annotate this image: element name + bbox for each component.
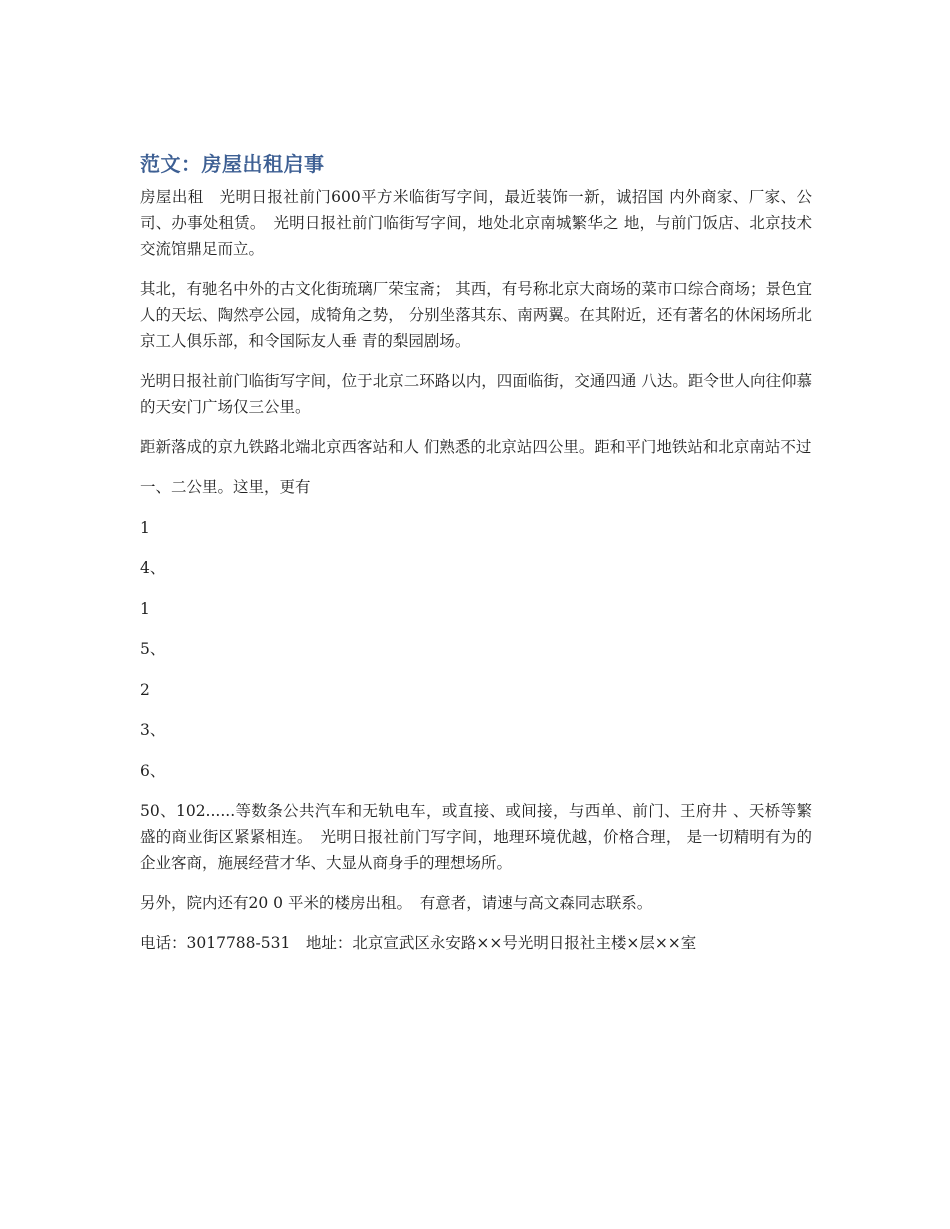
paragraph-surroundings: 其北，有驰名中外的古文化街琉璃厂荣宝斋； 其西，有号称北京大商场的菜市口综合商场；景色宜人的天坛、陶然亭公园，成犄角之势， 分别坐落其东、南两翼。在其附近，还有著名的休闲场所北京工人俱乐部，和令国际友人垂 青的梨园剧场。 [140, 280, 812, 350]
list-fragment-1: 1 [140, 518, 150, 537]
document-title: 范文：房屋出租启事 [140, 152, 325, 176]
list-fragment-5: 2 [140, 680, 150, 699]
paragraph-transport: 光明日报社前门临街写字间，位于北京二环路以内，四面临街，交通四通 八达。距令世人向往仰慕的天安门广场仅三公里。 [140, 372, 812, 416]
paragraph-bus-lines: 50、102......等数条公共汽车和无轨电车，或直接、或间接，与西单、前门、王府井 、天桥等繁盛的商业街区紧紧相连。 光明日报社前门写字间，地理环境优越，价格合理， 是一切精明有为的企业客商，施展经营才华、大显从商身手的理想场所。 [140, 802, 812, 872]
list-fragment-2: 4、 [140, 559, 166, 577]
paragraph-extra-rental: 另外，院内还有20 0 平米的楼房出租。 有意者，请速与高文森同志联系。 [140, 894, 653, 912]
paragraph-distance: 一、二公里。这里，更有 [140, 478, 311, 496]
paragraph-stations: 距新落成的京九铁路北端北京西客站和人 们熟悉的北京站四公里。距和平门地铁站和北京南站不过 [140, 438, 812, 456]
list-fragment-7: 6、 [140, 761, 166, 780]
list-fragment-4: 5、 [140, 640, 166, 658]
list-fragment-3: 1 [140, 599, 150, 618]
document-page [140, 148, 812, 970]
paragraph-contact: 电话：3017788-531 地址：北京宣武区永安路××号光明日报社主楼×层××室 [140, 934, 697, 952]
list-fragment-6: 3、 [140, 721, 166, 739]
paragraph-intro: 房屋出租 光明日报社前门600平方米临街写字间，最近装饰一新，诚招国 内外商家、厂家、公司、办事处租赁。 光明日报社前门临街写字间，地处北京南城繁华之 地，与前门饭店、北京技术交流馆鼎足而立。 [140, 188, 812, 258]
